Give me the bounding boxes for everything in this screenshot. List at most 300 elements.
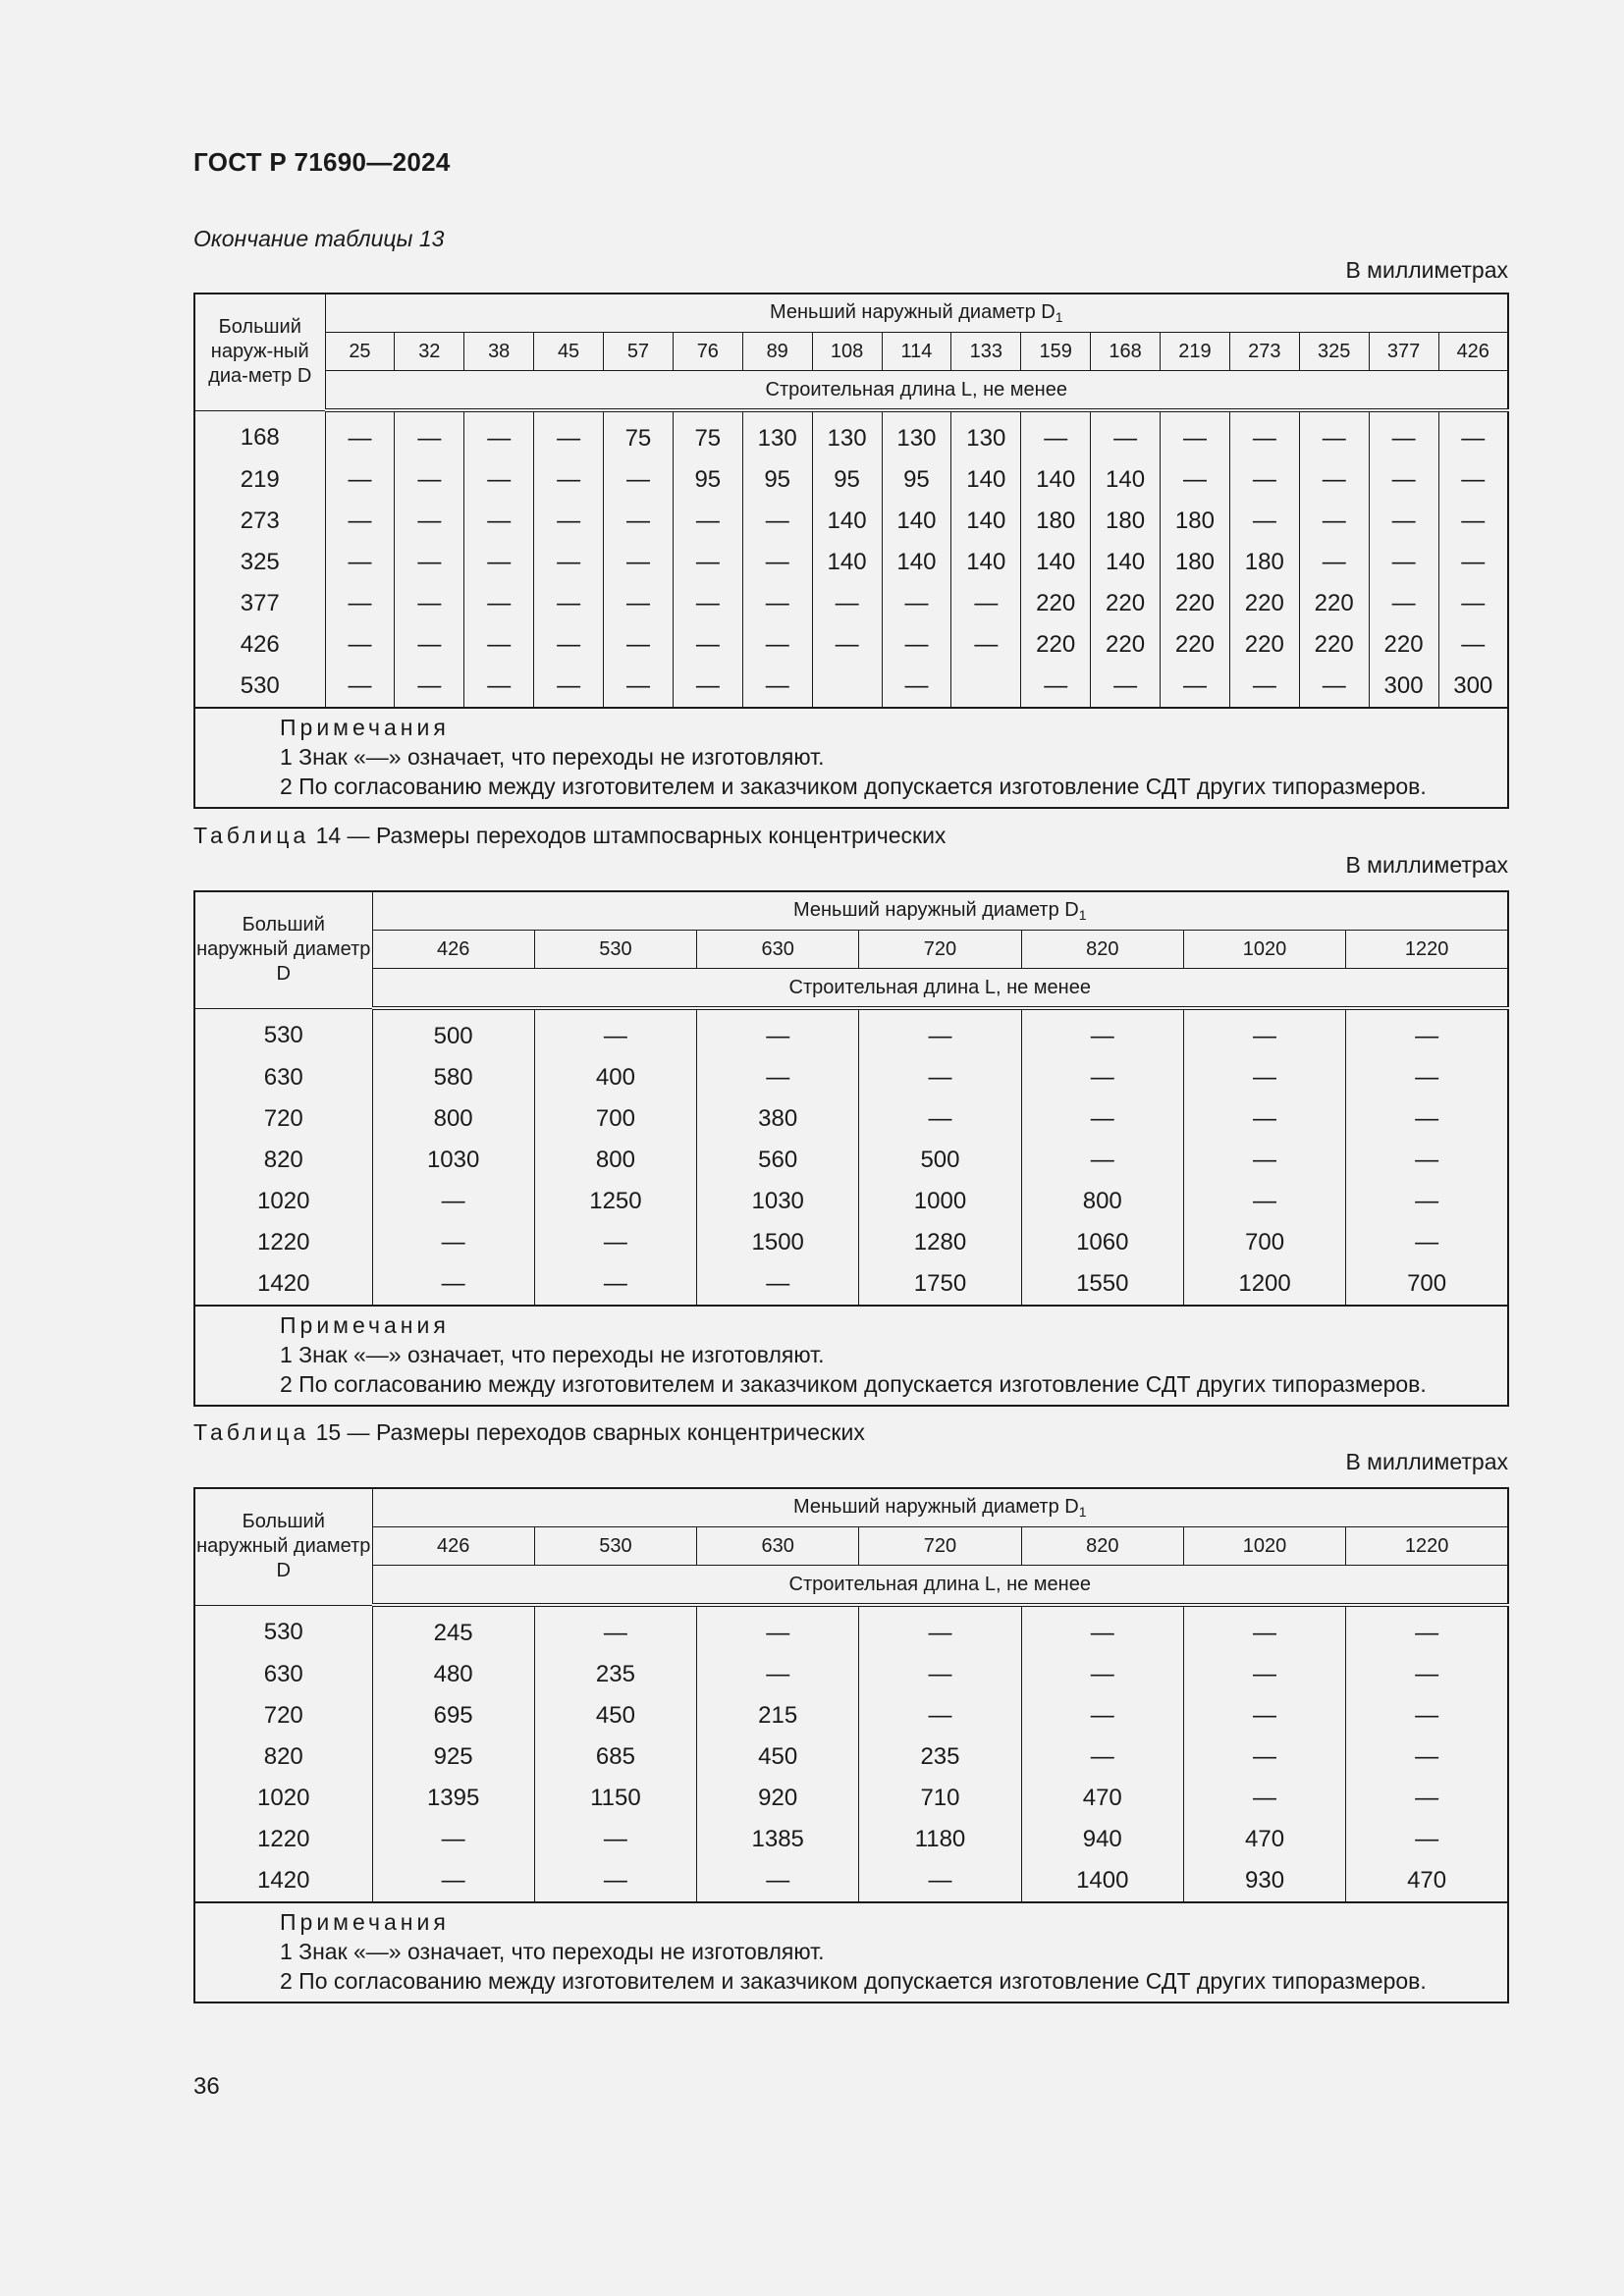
table-cell: — <box>1021 1057 1183 1098</box>
table-cell: — <box>1438 583 1508 624</box>
column-header: 1020 <box>1183 1527 1345 1566</box>
table-cell: 1200 <box>1183 1263 1345 1306</box>
table-cell: — <box>534 624 604 666</box>
table-cell: — <box>395 624 464 666</box>
table-cell: 1150 <box>534 1778 696 1819</box>
table-cell: 130 <box>882 410 951 459</box>
table-cell: 300 <box>1369 666 1438 708</box>
table-cell: — <box>325 583 395 624</box>
row-diameter: 820 <box>194 1736 372 1778</box>
table-row <box>194 1605 1508 1654</box>
table-cell: — <box>742 542 812 583</box>
table-cell: — <box>464 583 534 624</box>
table-cell: 1395 <box>372 1778 534 1819</box>
column-header: 168 <box>1091 333 1161 371</box>
table-cell: — <box>1369 501 1438 542</box>
smaller-diameter-header <box>372 891 1508 931</box>
table-cell: — <box>1299 666 1369 708</box>
document-id: ГОСТ Р 71690—2024 <box>193 147 451 177</box>
table-cell: 1500 <box>697 1222 859 1263</box>
table-cell: — <box>395 501 464 542</box>
table-cell: 500 <box>372 1008 534 1057</box>
table-cell: 300 <box>1438 666 1508 708</box>
table-cell: 380 <box>697 1098 859 1140</box>
smaller-diameter-label: Меньший наружный диаметр D <box>770 301 1056 323</box>
header-row <box>194 1566 1508 1606</box>
table-cell: — <box>1091 666 1161 708</box>
notes-row <box>194 1902 1508 2002</box>
smaller-diameter-header <box>372 1488 1508 1527</box>
table-cell: 130 <box>742 410 812 459</box>
table-cell: 180 <box>1229 542 1299 583</box>
table-cell: — <box>464 501 534 542</box>
table-row <box>194 501 1508 542</box>
table-cell: — <box>1021 1098 1183 1140</box>
table-cell: 75 <box>604 410 674 459</box>
table-cell: 700 <box>1183 1222 1345 1263</box>
table-cell: — <box>1021 1695 1183 1736</box>
table-cell: 235 <box>859 1736 1021 1778</box>
column-header: 25 <box>325 333 395 371</box>
table-cell: — <box>395 459 464 501</box>
table-cell: — <box>604 666 674 708</box>
column-header: 38 <box>464 333 534 371</box>
corner-header: Больший наружный диаметр D <box>194 1488 372 1605</box>
table-cell: 560 <box>697 1140 859 1181</box>
length-header: Строительная длина L, не менее <box>325 371 1508 411</box>
table-row <box>194 459 1508 501</box>
table-cell: 800 <box>372 1098 534 1140</box>
column-header: 32 <box>395 333 464 371</box>
column-header: 108 <box>812 333 882 371</box>
table-cell: 130 <box>951 410 1021 459</box>
table-cell: — <box>697 1605 859 1654</box>
table-cell: — <box>1346 1605 1508 1654</box>
row-diameter: 325 <box>194 542 325 583</box>
table-cell: — <box>882 583 951 624</box>
row-diameter: 1420 <box>194 1860 372 1902</box>
table-cell: — <box>1438 624 1508 666</box>
table-cell: 800 <box>534 1140 696 1181</box>
table-cell: — <box>1438 410 1508 459</box>
table-cell: — <box>1229 459 1299 501</box>
table-cell: — <box>395 542 464 583</box>
table-cell: — <box>395 583 464 624</box>
table-cell: — <box>1091 410 1161 459</box>
table-cell: — <box>1183 1778 1345 1819</box>
table-cell: 1030 <box>697 1181 859 1222</box>
table-cell: — <box>534 1263 696 1306</box>
table-cell: 140 <box>951 542 1021 583</box>
caption-text: 14 — Размеры переходов штампосварных концентрических <box>309 823 947 848</box>
table-cell: — <box>882 624 951 666</box>
table-cell: — <box>604 501 674 542</box>
table-cell: 580 <box>372 1057 534 1098</box>
table-cell: 710 <box>859 1778 1021 1819</box>
table-cell: — <box>1346 1778 1508 1819</box>
row-diameter: 530 <box>194 1008 372 1057</box>
column-header: 325 <box>1299 333 1369 371</box>
table-cell: — <box>1183 1098 1345 1140</box>
table-cell: 140 <box>1021 542 1091 583</box>
note-item: 2 По согласованию между изготовителем и заказчиком допускается изготовление СДТ других типоразмеров. <box>280 1371 1427 1397</box>
table-cell: — <box>1161 459 1230 501</box>
table-cell: — <box>742 583 812 624</box>
row-diameter: 630 <box>194 1057 372 1098</box>
table-cell: 180 <box>1161 501 1230 542</box>
table-cell: — <box>1021 1654 1183 1695</box>
table-cell: — <box>604 542 674 583</box>
table-cell: — <box>1299 542 1369 583</box>
table-cell: 1750 <box>859 1263 1021 1306</box>
column-header: 530 <box>534 931 696 969</box>
column-header: 530 <box>534 1527 696 1566</box>
table-cell: — <box>673 501 742 542</box>
table-cell: — <box>464 459 534 501</box>
length-header: Строительная длина L, не менее <box>372 969 1508 1009</box>
table-cell: 220 <box>1161 624 1230 666</box>
table-cell: — <box>1021 1736 1183 1778</box>
table-cell: 220 <box>1299 624 1369 666</box>
column-header: 630 <box>697 931 859 969</box>
table-cell: 700 <box>1346 1263 1508 1306</box>
table-cell: 450 <box>697 1736 859 1778</box>
length-header: Строительная длина L, не менее <box>372 1566 1508 1606</box>
note-item: 2 По согласованию между изготовителем и заказчиком допускается изготовление СДТ других типоразмеров. <box>280 774 1427 799</box>
table-row <box>194 1736 1508 1778</box>
table-cell: 220 <box>1091 583 1161 624</box>
table-cell: — <box>464 666 534 708</box>
table-cell: — <box>859 1860 1021 1902</box>
table-cell: — <box>859 1098 1021 1140</box>
caption-prefix: Таблица <box>193 1419 310 1445</box>
table-cell: — <box>673 583 742 624</box>
table-cell: 920 <box>697 1778 859 1819</box>
table-cell: 1000 <box>859 1181 1021 1222</box>
table-cell: 400 <box>534 1057 696 1098</box>
row-diameter: 219 <box>194 459 325 501</box>
table-cell: — <box>1183 1605 1345 1654</box>
table-cell: — <box>325 666 395 708</box>
note-item: 2 По согласованию между изготовителем и заказчиком допускается изготовление СДТ других типоразмеров. <box>280 1968 1427 1994</box>
columns-row <box>194 1527 1508 1566</box>
table-cell: — <box>1369 410 1438 459</box>
table-cell: 480 <box>372 1654 534 1695</box>
table-14-units: В миллиметрах <box>1345 852 1508 878</box>
table-row <box>194 1778 1508 1819</box>
table-cell: — <box>464 542 534 583</box>
table-cell: — <box>534 1860 696 1902</box>
table-row <box>194 1140 1508 1181</box>
column-header: 630 <box>697 1527 859 1566</box>
row-diameter: 273 <box>194 501 325 542</box>
header-row <box>194 294 1508 333</box>
table-cell: — <box>882 666 951 708</box>
table-cell: — <box>697 1860 859 1902</box>
table-cell: — <box>859 1695 1021 1736</box>
corner-header: Больший наружный диаметр D <box>194 891 372 1008</box>
column-header: 1220 <box>1346 931 1508 969</box>
column-header: 273 <box>1229 333 1299 371</box>
table-cell: — <box>534 1819 696 1860</box>
table-cell: 470 <box>1183 1819 1345 1860</box>
table-cell: — <box>1369 583 1438 624</box>
table-cell: — <box>812 624 882 666</box>
table-cell: — <box>372 1181 534 1222</box>
table-cell: 1060 <box>1021 1222 1183 1263</box>
table-cell: 220 <box>1021 624 1091 666</box>
column-header: 720 <box>859 931 1021 969</box>
table-cell: — <box>673 542 742 583</box>
table-cell: — <box>697 1008 859 1057</box>
notes <box>194 1306 1508 1406</box>
table-row <box>194 410 1508 459</box>
columns-row <box>194 333 1508 371</box>
table-cell: 925 <box>372 1736 534 1778</box>
table-cell: — <box>1299 501 1369 542</box>
notes-row <box>194 1306 1508 1406</box>
table-cell: — <box>1346 1222 1508 1263</box>
table-cell: — <box>534 583 604 624</box>
header-row <box>194 1488 1508 1527</box>
table-cell: 930 <box>1183 1860 1345 1902</box>
table-row <box>194 1181 1508 1222</box>
table-cell: 220 <box>1021 583 1091 624</box>
table-row <box>194 1654 1508 1695</box>
column-header: 426 <box>1438 333 1508 371</box>
table-row <box>194 666 1508 708</box>
table-cell: — <box>951 583 1021 624</box>
table-cell: — <box>534 1008 696 1057</box>
row-diameter: 1220 <box>194 1222 372 1263</box>
table-cell: 140 <box>882 542 951 583</box>
table-row <box>194 583 1508 624</box>
table-14-caption <box>193 823 946 849</box>
header-row <box>194 969 1508 1009</box>
table-cell: 1250 <box>534 1181 696 1222</box>
table-cell: — <box>1438 542 1508 583</box>
table-cell: — <box>1183 1654 1345 1695</box>
data-table <box>193 1487 1509 2003</box>
column-header: 820 <box>1021 931 1183 969</box>
row-diameter: 720 <box>194 1098 372 1140</box>
data-table <box>193 890 1509 1407</box>
table-cell: — <box>372 1263 534 1306</box>
table-cell: — <box>673 624 742 666</box>
page-number: 36 <box>193 2073 220 2100</box>
table-cell: — <box>1346 1008 1508 1057</box>
table-cell: — <box>812 583 882 624</box>
table-cell: — <box>1369 459 1438 501</box>
table-cell: 220 <box>1229 624 1299 666</box>
column-header: 76 <box>673 333 742 371</box>
table-cell: — <box>1346 1098 1508 1140</box>
column-header: 159 <box>1021 333 1091 371</box>
table-13-units: В миллиметрах <box>1345 257 1508 283</box>
subscript: 1 <box>1055 309 1063 325</box>
table-cell: — <box>372 1819 534 1860</box>
table-cell: — <box>697 1263 859 1306</box>
table-cell <box>812 666 882 708</box>
table-cell: — <box>1346 1140 1508 1181</box>
table-cell: 245 <box>372 1605 534 1654</box>
table-cell: 220 <box>1369 624 1438 666</box>
column-header: 57 <box>604 333 674 371</box>
table-cell: — <box>859 1654 1021 1695</box>
table-cell: 140 <box>951 501 1021 542</box>
table-cell: — <box>1299 459 1369 501</box>
table-cell: 685 <box>534 1736 696 1778</box>
row-diameter: 168 <box>194 410 325 459</box>
table-cell: — <box>1161 666 1230 708</box>
table-row <box>194 1819 1508 1860</box>
table-cell: — <box>1299 410 1369 459</box>
table-cell: 75 <box>673 410 742 459</box>
table-row <box>194 1222 1508 1263</box>
table-cell: — <box>1021 1008 1183 1057</box>
table-cell: — <box>534 410 604 459</box>
notes-row <box>194 708 1508 808</box>
table-cell: 500 <box>859 1140 1021 1181</box>
table-cell: 470 <box>1021 1778 1183 1819</box>
table-cell: — <box>1183 1008 1345 1057</box>
table-cell: 95 <box>882 459 951 501</box>
table-cell: 695 <box>372 1695 534 1736</box>
table-cell: 220 <box>1161 583 1230 624</box>
table-cell: — <box>951 624 1021 666</box>
table-cell: — <box>1438 459 1508 501</box>
table-cell: 800 <box>1021 1181 1183 1222</box>
column-header: 133 <box>951 333 1021 371</box>
row-diameter: 426 <box>194 624 325 666</box>
table-cell: 180 <box>1021 501 1091 542</box>
table-cell: 1400 <box>1021 1860 1183 1902</box>
table-cell: — <box>1346 1695 1508 1736</box>
table-cell: — <box>1229 666 1299 708</box>
column-header: 45 <box>534 333 604 371</box>
table-cell: — <box>534 501 604 542</box>
caption-text: Окончание таблицы 13 <box>193 226 445 251</box>
row-diameter: 530 <box>194 1605 372 1654</box>
table-cell: 180 <box>1091 501 1161 542</box>
table-cell: — <box>534 1222 696 1263</box>
table-cell: — <box>534 459 604 501</box>
table-cell: — <box>1346 1057 1508 1098</box>
table-cell: — <box>325 459 395 501</box>
table-cell: — <box>325 542 395 583</box>
table-cell: — <box>1021 1605 1183 1654</box>
table-cell: — <box>742 666 812 708</box>
row-diameter: 630 <box>194 1654 372 1695</box>
table-row <box>194 1695 1508 1736</box>
table-cell: — <box>1021 666 1091 708</box>
row-diameter: 720 <box>194 1695 372 1736</box>
table-13 <box>193 293 1509 809</box>
table-cell: — <box>534 542 604 583</box>
table-cell: — <box>325 410 395 459</box>
column-header: 219 <box>1161 333 1230 371</box>
table-cell: 215 <box>697 1695 859 1736</box>
table-cell: 95 <box>742 459 812 501</box>
notes <box>194 1902 1508 2002</box>
note-item: 1 Знак «—» означает, что переходы не изготовляют. <box>280 1342 825 1367</box>
table-cell: — <box>742 624 812 666</box>
table-row <box>194 542 1508 583</box>
column-header: 426 <box>372 931 534 969</box>
header-row <box>194 891 1508 931</box>
corner-header: Больший наруж-ный диа-метр D <box>194 294 325 410</box>
table-15-units: В миллиметрах <box>1345 1449 1508 1474</box>
table-cell: 95 <box>812 459 882 501</box>
table-cell: 1385 <box>697 1819 859 1860</box>
table-cell: — <box>1021 1140 1183 1181</box>
caption-text: 15 — Размеры переходов сварных концентрических <box>309 1419 865 1445</box>
row-diameter: 530 <box>194 666 325 708</box>
table-cell: — <box>1229 410 1299 459</box>
table-cell: 140 <box>812 542 882 583</box>
table-cell: — <box>1346 1181 1508 1222</box>
table-cell: — <box>1229 501 1299 542</box>
column-header: 1020 <box>1183 931 1345 969</box>
column-header: 720 <box>859 1527 1021 1566</box>
column-header: 114 <box>882 333 951 371</box>
column-header: 426 <box>372 1527 534 1566</box>
table-cell: — <box>859 1008 1021 1057</box>
columns-row <box>194 931 1508 969</box>
table-row <box>194 624 1508 666</box>
table-cell: — <box>372 1860 534 1902</box>
table-cell: 1180 <box>859 1819 1021 1860</box>
table-cell: — <box>395 410 464 459</box>
table-cell: — <box>325 501 395 542</box>
table-cell: 220 <box>1091 624 1161 666</box>
smaller-diameter-label: Меньший наружный диаметр D <box>793 899 1079 921</box>
table-cell: 220 <box>1299 583 1369 624</box>
table-cell: — <box>604 624 674 666</box>
table-15-caption <box>193 1419 865 1446</box>
row-diameter: 1420 <box>194 1263 372 1306</box>
table-cell: 1550 <box>1021 1263 1183 1306</box>
table-14 <box>193 890 1509 1407</box>
table-cell: — <box>1183 1181 1345 1222</box>
note-item: 1 Знак «—» означает, что переходы не изготовляют. <box>280 1939 825 1964</box>
table-cell: — <box>1346 1654 1508 1695</box>
table-cell: — <box>1346 1819 1508 1860</box>
table-cell: — <box>859 1605 1021 1654</box>
table-cell: 220 <box>1229 583 1299 624</box>
row-diameter: 1020 <box>194 1181 372 1222</box>
caption-prefix: Таблица <box>193 823 310 848</box>
table-cell: — <box>1183 1140 1345 1181</box>
row-diameter: 377 <box>194 583 325 624</box>
table-row <box>194 1263 1508 1306</box>
notes <box>194 708 1508 808</box>
table-cell: 470 <box>1346 1860 1508 1902</box>
table-row <box>194 1057 1508 1098</box>
table-cell: 140 <box>951 459 1021 501</box>
table-cell: — <box>1183 1736 1345 1778</box>
table-cell: 235 <box>534 1654 696 1695</box>
subscript: 1 <box>1078 907 1087 923</box>
table-cell: — <box>604 459 674 501</box>
smaller-diameter-header <box>325 294 1508 333</box>
table-cell: — <box>604 583 674 624</box>
table-cell: — <box>1369 542 1438 583</box>
table-cell: 140 <box>1091 542 1161 583</box>
smaller-diameter-label: Меньший наружный диаметр D <box>793 1496 1079 1518</box>
table-cell: 1030 <box>372 1140 534 1181</box>
table-cell: — <box>325 624 395 666</box>
